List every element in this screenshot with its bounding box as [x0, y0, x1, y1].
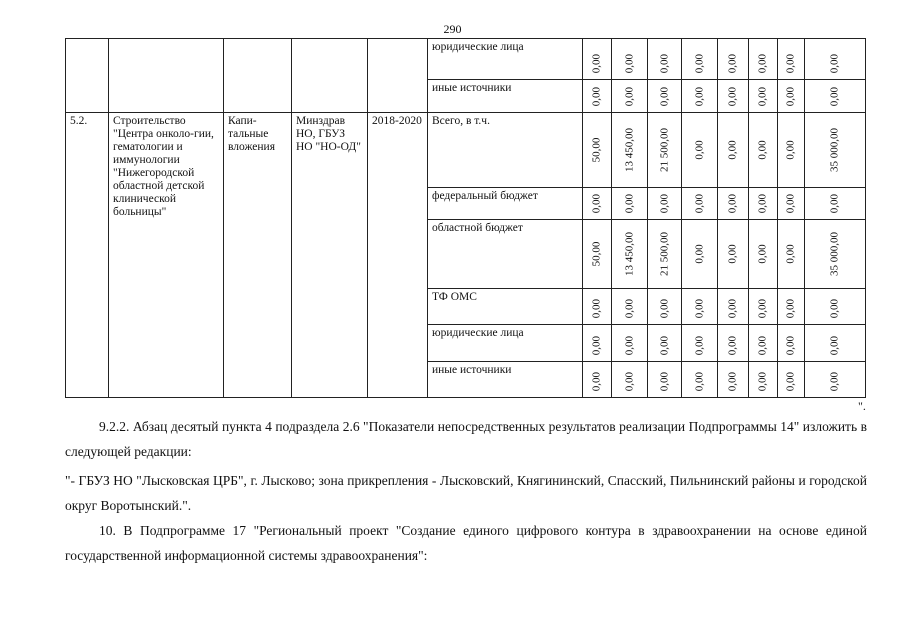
value-cell	[648, 362, 682, 398]
value-text: 0,00	[590, 335, 603, 355]
value-text: 0,00	[693, 53, 705, 73]
value-cell	[583, 220, 612, 289]
value-cell	[718, 188, 749, 220]
value-cell	[805, 80, 866, 113]
value-cell	[583, 289, 612, 325]
value-text: 0,00	[756, 371, 769, 391]
value-text: 0,00	[693, 371, 705, 391]
value-text: 0,00	[756, 298, 769, 318]
value-cell	[682, 39, 718, 80]
value-cell	[583, 39, 612, 80]
value-text: 0,00	[784, 193, 797, 213]
value-text: 0,00	[784, 86, 797, 106]
value-cell	[805, 188, 866, 220]
value-cell	[718, 220, 749, 289]
value-cell	[682, 362, 718, 398]
value-cell	[682, 188, 718, 220]
value-text: 0,00	[726, 371, 739, 391]
value-cell	[749, 39, 778, 80]
value-text: 35 000,00	[828, 232, 841, 276]
value-cell	[583, 188, 612, 220]
value-text: 0,00	[590, 298, 603, 318]
paragraph-9-2-2: 9.2.2. Абзац десятый пункта 4 подраздела 2.6 "Показатели непосредственных результатов реализации Подпрограммы 14" изложить в следующей редакции:	[65, 419, 867, 459]
table-row	[66, 39, 866, 80]
value-text: 0,00	[590, 53, 603, 73]
value-cell	[805, 362, 866, 398]
value-cell	[648, 113, 682, 188]
value-text: 0,00	[828, 53, 841, 73]
period-cell	[368, 39, 428, 113]
value-text: 0,00	[590, 193, 603, 213]
value-cell	[749, 289, 778, 325]
type-cell	[224, 39, 292, 113]
value-text: 0,00	[726, 298, 739, 318]
value-text: 0,00	[726, 244, 739, 264]
source-cell: Всего, в т.ч.	[428, 113, 583, 188]
value-cell	[718, 362, 749, 398]
value-cell	[749, 113, 778, 188]
page-number: 290	[443, 22, 462, 36]
value-text: 0,00	[590, 371, 603, 391]
value-text: 0,00	[726, 140, 739, 160]
value-cell	[612, 362, 648, 398]
value-cell	[682, 325, 718, 362]
source-cell: юридические лица	[428, 39, 583, 80]
source-cell: иные источники	[428, 80, 583, 113]
value-cell	[648, 80, 682, 113]
value-cell	[612, 188, 648, 220]
value-cell	[612, 39, 648, 80]
value-text: 0,00	[590, 86, 603, 106]
closing-quote-mark: ".	[858, 399, 866, 413]
source-cell: областной бюджет	[428, 220, 583, 289]
value-cell	[612, 113, 648, 188]
value-text: 0,00	[784, 371, 797, 391]
value-text: 0,00	[726, 53, 739, 73]
value-cell	[682, 220, 718, 289]
value-cell	[612, 325, 648, 362]
value-text: 0,00	[784, 298, 797, 318]
value-text: 0,00	[756, 335, 769, 355]
value-text: 0,00	[828, 86, 841, 106]
value-text: 0,00	[623, 193, 635, 213]
value-text: 0,00	[693, 86, 705, 106]
value-cell	[583, 80, 612, 113]
value-cell	[805, 113, 866, 188]
value-text: 0,00	[693, 244, 705, 264]
budget-table	[65, 38, 866, 398]
value-cell	[749, 325, 778, 362]
item-number-cell: 5.2.	[66, 113, 109, 398]
value-text: 0,00	[756, 86, 769, 106]
value-cell	[805, 39, 866, 80]
value-text: 0,00	[828, 298, 841, 318]
value-text: 0,00	[658, 86, 670, 106]
item-executor-cell: Минздрав НО, ГБУЗ НО "НО-ОД"	[292, 113, 368, 398]
value-text: 0,00	[756, 140, 769, 160]
value-cell	[718, 39, 749, 80]
value-cell	[648, 39, 682, 80]
value-cell	[718, 289, 749, 325]
value-text: 0,00	[726, 335, 739, 355]
source-cell: ТФ ОМС	[428, 289, 583, 325]
value-text: 21 500,00	[658, 232, 670, 276]
paragraph-quote-lyskovo: "- ГБУЗ НО "Лысковская ЦРБ", г. Лысково; зона прикрепления - Лысковский, Княгининский, Спасский, Пильнинский районы и городской округ Воротынский.".	[65, 473, 867, 513]
value-text: 0,00	[756, 53, 769, 73]
value-cell	[612, 80, 648, 113]
value-cell	[778, 325, 805, 362]
value-text: 0,00	[784, 140, 797, 160]
value-cell	[778, 362, 805, 398]
value-text: 0,00	[828, 335, 841, 355]
value-cell	[648, 289, 682, 325]
executor-cell	[292, 39, 368, 113]
value-text: 0,00	[784, 53, 797, 73]
value-text: 0,00	[693, 298, 705, 318]
value-text: 0,00	[658, 371, 670, 391]
value-cell	[718, 80, 749, 113]
value-cell	[805, 325, 866, 362]
value-text: 0,00	[658, 335, 670, 355]
value-cell	[718, 325, 749, 362]
value-cell	[778, 113, 805, 188]
value-text: 21 500,00	[658, 128, 670, 172]
paragraph-10: 10. В Подпрограмме 17 "Региональный проект "Создание единого цифрового контура в здравоохранении на основе единой государственной информационной системы здравоохранения":	[65, 523, 867, 563]
value-cell	[778, 39, 805, 80]
value-text: 13 450,00	[623, 128, 635, 172]
value-cell	[718, 113, 749, 188]
number-cell	[66, 39, 109, 113]
value-cell	[648, 220, 682, 289]
value-cell	[583, 113, 612, 188]
value-text: 50,00	[590, 241, 603, 267]
value-cell	[778, 289, 805, 325]
source-cell: иные источники	[428, 362, 583, 398]
value-cell	[805, 220, 866, 289]
value-text: 0,00	[726, 193, 739, 213]
value-text: 13 450,00	[623, 232, 635, 276]
value-cell	[648, 325, 682, 362]
value-cell	[778, 220, 805, 289]
value-cell	[682, 113, 718, 188]
name-cell	[109, 39, 224, 113]
value-text: 0,00	[693, 335, 705, 355]
value-text: 0,00	[623, 86, 635, 106]
value-cell	[749, 362, 778, 398]
value-cell	[612, 220, 648, 289]
value-cell	[682, 80, 718, 113]
value-text: 0,00	[693, 140, 705, 160]
value-cell	[778, 80, 805, 113]
value-text: 0,00	[658, 298, 670, 318]
value-text: 0,00	[756, 244, 769, 264]
source-cell: юридические лица	[428, 325, 583, 362]
value-cell	[583, 325, 612, 362]
value-text: 0,00	[784, 335, 797, 355]
value-text: 0,00	[693, 193, 705, 213]
value-cell	[583, 362, 612, 398]
value-cell	[778, 188, 805, 220]
value-text: 0,00	[658, 53, 670, 73]
value-cell	[749, 220, 778, 289]
value-text: 0,00	[658, 193, 670, 213]
value-text: 50,00	[590, 137, 603, 163]
value-text: 0,00	[756, 193, 769, 213]
value-cell	[749, 188, 778, 220]
value-text: 0,00	[623, 298, 635, 318]
value-text: 35 000,00	[828, 128, 841, 172]
value-text: 0,00	[784, 244, 797, 264]
value-cell	[749, 80, 778, 113]
value-text: 0,00	[828, 371, 841, 391]
value-text: 0,00	[726, 86, 739, 106]
value-text: 0,00	[623, 53, 635, 73]
value-cell	[612, 289, 648, 325]
item-period-cell: 2018-2020	[368, 113, 428, 398]
source-cell: федеральный бюджет	[428, 188, 583, 220]
value-text: 0,00	[828, 193, 841, 213]
item-name-cell: Строительство "Центра онколо-гии, гематологии и иммунологии "Нижегородской областной детской клинической больницы"	[109, 113, 224, 398]
table-row	[66, 113, 866, 188]
item-type-cell: Капи-тальные вложения	[224, 113, 292, 398]
value-text: 0,00	[623, 371, 635, 391]
value-text: 0,00	[623, 335, 635, 355]
value-cell	[648, 188, 682, 220]
value-cell	[805, 289, 866, 325]
value-cell	[682, 289, 718, 325]
